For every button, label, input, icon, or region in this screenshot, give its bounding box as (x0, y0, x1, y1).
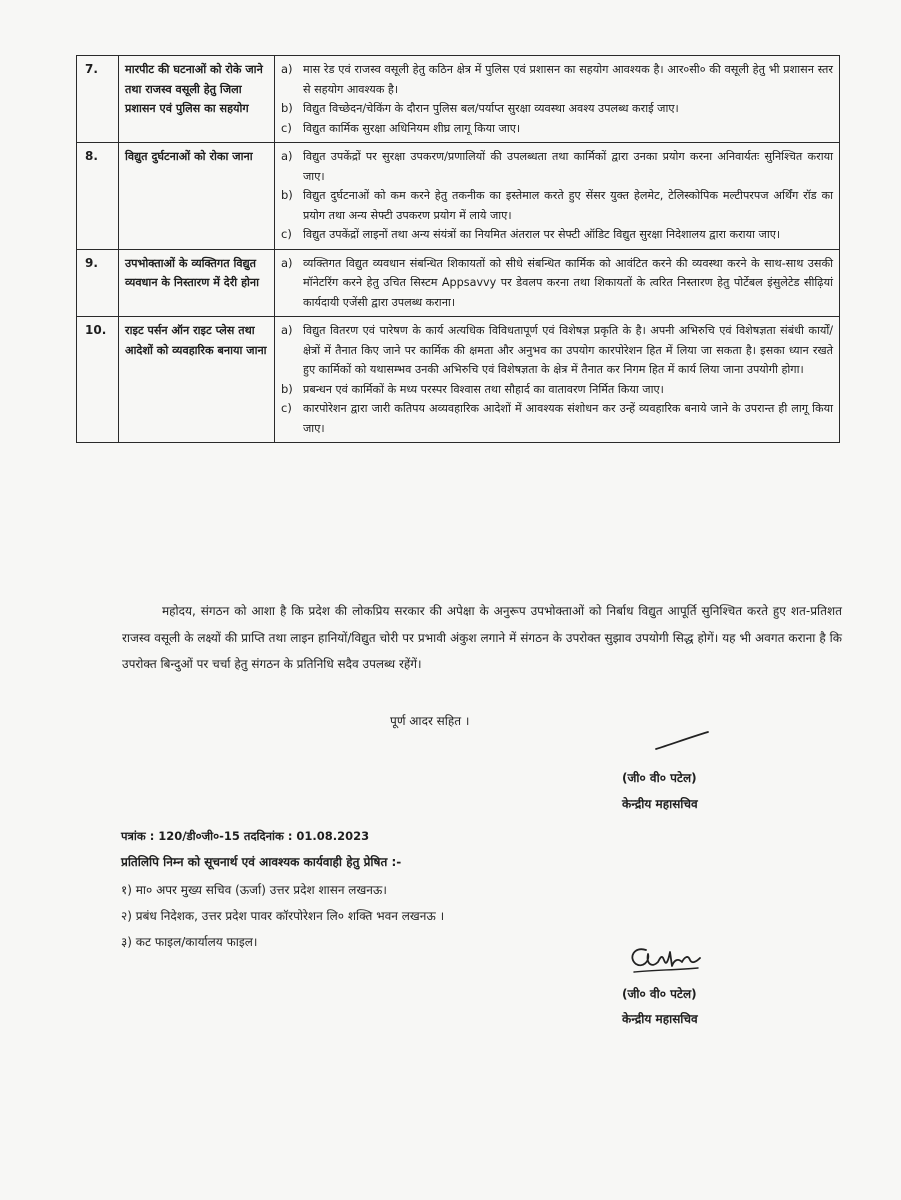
point-text: विद्युत उपकेंद्रों पर सुरक्षा उपकरण/प्रणालियों की उपलब्धता तथा कार्मिकों द्वारा उनका प्रयोग करना अनिवार्यतः सुनिश्चित कराया जाए। (303, 150, 833, 183)
point-letter: c) (281, 401, 292, 415)
point-letter: b) (281, 188, 293, 202)
point-text: मास रेड एवं राजस्व वसूली हेतु कठिन क्षेत्र में पुलिस एवं प्रशासन का सहयोग आवश्यक है। आर०सी० की वसूली हेतु भी प्रशासन स्तर से सहयोग आवश्यक है। (303, 63, 833, 96)
row-number: 7. (77, 56, 119, 143)
signatory-title-1: केन्द्रीय महासचिव (622, 797, 698, 811)
detail-point (281, 60, 833, 99)
point-letter: c) (281, 120, 292, 135)
point-letter: b) (281, 381, 293, 396)
table-row (77, 56, 840, 143)
row-number: 9. (77, 249, 119, 317)
suggestions-table (76, 55, 840, 443)
detail-point (281, 254, 833, 313)
point-text: विद्युत कार्मिक सुरक्षा अधिनियम शीघ्र लागू किया जाए। (303, 121, 521, 135)
detail-point (281, 99, 833, 119)
point-text: विद्युत दुर्घटनाओं को कम करने हेतु तकनीक का इस्तेमाल करते हुए सेंसर युक्त हेलमेट, टेलिस्कोपिक मल्टीपरपज अर्थिंग रॉड का प्रयोग तथा अन्य सेफ्टी उपकरण प्रयोग में लाये जाए। (303, 189, 833, 222)
copy-heading: प्रतिलिपि निम्न को सूचनार्थ एवं आवश्यक कार्यवाही हेतु प्रेषित :- (121, 855, 402, 869)
table-row (77, 143, 840, 250)
body-paragraph: महोदय, संगठन को आशा है कि प्रदेश की लोकप्रिय सरकार की अपेक्षा के अनुरूप उपभोक्ताओं को निर्बाध विद्युत आपूर्ति सुनिश्चित करते हुए शत-प्रतिशत राजस्व वसूली के लक्ष्यों की प्राप्ति तथा लाइन हानियों/विद्युत चोरी पर प्रभावी अंकुश लगाने में संगठन के उपरोक्त सुझाव उपयोगी सिद्ध होगें। यह भी अवगत कराना है कि उपरोक्त बिन्दुओं पर चर्चा हेतु संगठन के प्रतिनिधि सदैव उपलब्ध रहेंगें। (122, 604, 842, 671)
handwritten-signature-2 (624, 940, 706, 980)
point-text: व्यक्तिगत विद्युत व्यवधान संबन्धित शिकायतों को सीधे संबन्धित कार्मिक को आवंटित करने की व्यवस्था करने के साथ-साथ उसकी मॉनेटरिंग करने हेतु उचित सिस्टम Appsavvy पर डेवलप करना तथा शिकायतों के त्वरित निस्तारण हेतु पोर्टेबल इंसुलेटेड सीढ़ियां कार्यदायी एजेंसी द्वारा उपलब्ध कराना। (303, 256, 833, 309)
signature-stroke-1 (654, 730, 710, 752)
table-row (77, 249, 840, 317)
point-letter: a) (281, 323, 293, 337)
table-row (77, 317, 840, 443)
row-number: 10. (77, 317, 119, 443)
row-subject: विद्युत दुर्घटनाओं को रोका जाना (119, 143, 275, 250)
detail-point (281, 186, 833, 225)
point-letter: a) (281, 149, 293, 163)
detail-point (281, 147, 833, 186)
point-letter: a) (281, 62, 293, 76)
table-body (77, 56, 840, 443)
row-details (275, 143, 840, 250)
row-number: 8. (77, 143, 119, 250)
point-text: प्रबन्धन एवं कार्मिकों के मध्य परस्पर विश्वास तथा सौहार्द का वातावरण निर्मित किया जाए। (303, 382, 664, 396)
copy-item: २) प्रबंध निदेशक, उत्तर प्रदेश पावर कॉरपोरेशन लि० शक्ति भवन लखनऊ । (121, 909, 445, 923)
row-details (275, 249, 840, 317)
detail-point (281, 380, 833, 400)
point-letter: b) (281, 101, 293, 115)
detail-point (281, 119, 833, 139)
closing-line: पूर्ण आदर सहित । (390, 714, 470, 728)
copy-item: ३) कट फाइल/कार्यालय फाइल। (121, 935, 258, 949)
row-details (275, 56, 840, 143)
point-letter: c) (281, 227, 292, 241)
signatory-name-2: (जी० वी० पटेल) (622, 987, 697, 1001)
row-details (275, 317, 840, 443)
copy-item: १) मा० अपर मुख्य सचिव (ऊर्जा) उत्तर प्रदेश शासन लखनऊ। (121, 883, 387, 897)
signatory-title-2: केन्द्रीय महासचिव (622, 1012, 698, 1026)
point-text: विद्युत उपकेंद्रों लाइनों तथा अन्य संयंत्रों का नियमित अंतराल पर सेफ्टी ऑडिट विद्युत सुरक्षा निदेशालय द्वारा कराया जाए। (303, 228, 781, 241)
detail-point (281, 225, 833, 245)
point-letter: a) (281, 255, 293, 270)
signatory-name-1: (जी० वी० पटेल) (622, 771, 697, 785)
row-subject: राइट पर्सन ऑन राइट प्लेस तथा आदेशों को व्यवहारिक बनाया जाना (119, 317, 275, 443)
detail-point (281, 321, 833, 380)
reference-line: पत्रांक : 120/डी०जी०-15 तददिनांक : 01.08.2023 (121, 829, 370, 843)
point-text: कारपोरेशन द्वारा जारी कतिपय अव्यवहारिक आदेशों में आवश्यक संशोधन कर उन्हें व्यवहारिक बनाये जाने के उपरान्त ही लागू किया जाए। (303, 402, 833, 435)
point-text: विद्युत वितरण एवं पारेषण के कार्य अत्यधिक विविधतापूर्ण एवं विशेषज्ञ प्रकृति के है। अपनी अभिरुचि एवं विशेषज्ञता संबंधी कार्यों/क्षेत्रों में तैनात किए जाने पर कार्मिक की क्षमता और अनुभव का उपयोग कारपोरेशन हित में लिया जा सकता है। इसका ध्यान रखते हुए कार्मिकों को यथासम्भव उनकी अभिरुचि एवं विशेषज्ञता के क्षेत्र में तैनात कर निगम हित में कार्य लिया जाना उपयोगी होगा। (303, 324, 833, 376)
detail-point (281, 399, 833, 438)
row-subject: मारपीट की घटनाओं को रोके जाने तथा राजस्व वसूली हेतु जिला प्रशासन एवं पुलिस का सहयोग (119, 56, 275, 143)
row-subject: उपभोक्ताओं के व्यक्तिगत विद्युत व्यवधान के निस्तारण में देरी होना (119, 249, 275, 317)
point-text: विद्युत विच्छेदन/चेकिंग के दौरान पुलिस बल/पर्याप्त सुरक्षा व्यवस्था अवश्य उपलब्ध कराई जाए। (303, 102, 679, 115)
